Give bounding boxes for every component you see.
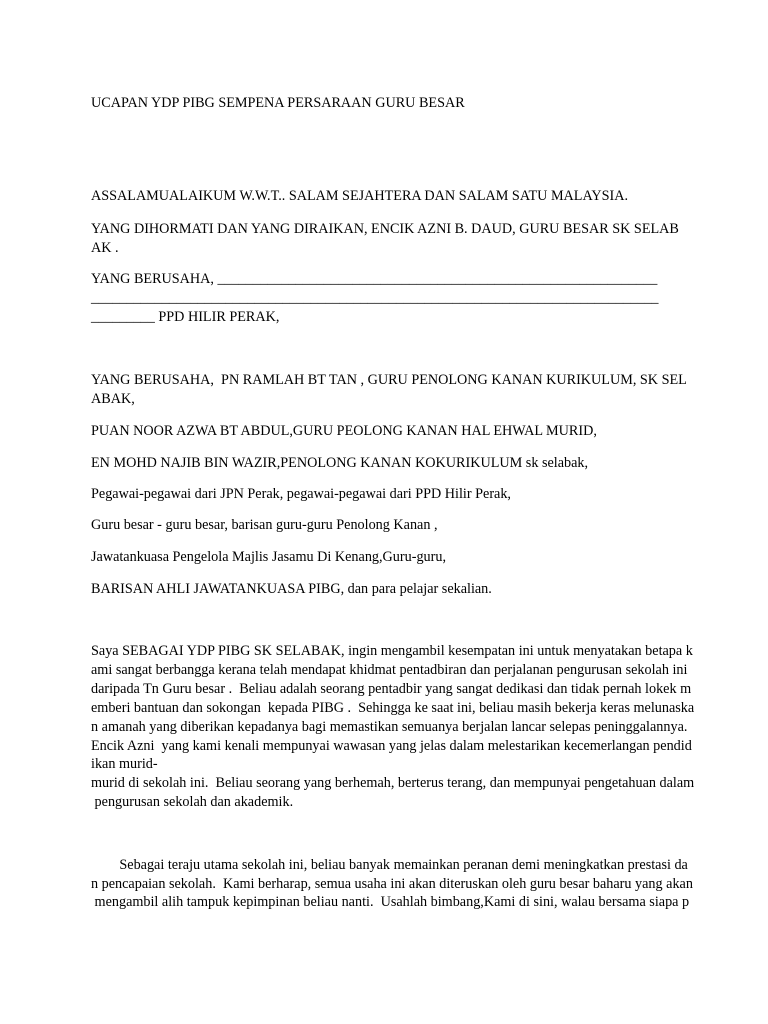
paragraph-line: Saya SEBAGAI YDP PIBG SK SELABAK, ingin mengambil kesempatan ini untuk menyatakan betapa k [91,643,693,659]
paragraph-line: Encik Azni yang kami kenali mempunyai wawasan yang jelas dalam melestarikan kecemerlangan pendid [91,738,692,754]
salutation-line: BARISAN AHLI JAWATANKUASA PIBG, dan para pelajar sekalian. [91,581,492,597]
paragraph-line: mengambil alih tampuk kepimpinan beliau nanti. Usahlah bimbang,Kami di sini, walau bersama siapa p [91,894,690,910]
paragraph-line: emberi bantuan dan sokongan kepada PIBG . Sehingga ke saat ini, beliau masih bekerja keras melunaska [91,700,695,716]
paragraph-line: n amanah yang diberikan kepadanya bagi memastikan semuanya berjalan lancar selepas peninggalannya. [91,719,688,735]
salutation-line: _________ PPD HILIR PERAK, [91,309,280,325]
paragraph-line: n pencapaian sekolah. Kami berharap, semua usaha ini akan diteruskan oleh guru besar baharu yang akan [91,876,693,892]
salutation-line: YANG DIHORMATI DAN YANG DIRAIKAN, ENCIK AZNI B. DAUD, GURU BESAR SK SELAB [91,221,679,237]
salutation-line: EN MOHD NAJIB BIN WAZIR,PENOLONG KANAN KOKURIKULUM sk selabak, [91,455,589,471]
document-title: UCAPAN YDP PIBG SEMPENA PERSARAAN GURU BESAR [91,95,465,111]
salutation-line: Jawatankuasa Pengelola Majlis Jasamu Di Kenang,Guru-guru, [91,549,446,565]
salutation-line: ABAK, [91,391,135,407]
salutation-line: ________________________________________________________________________________ [91,290,659,306]
paragraph-line: murid di sekolah ini. Beliau seorang yang berhemah, berterus terang, dan mempunyai pengetahuan dalam [91,775,695,791]
paragraph-line: daripada Tn Guru besar . Beliau adalah seorang pentadbir yang sangat dedikasi dan tidak pernah lokek m [91,681,692,697]
paragraph-line: ikan murid- [91,756,158,772]
salutation-line: AK . [91,240,119,256]
salutation-line: Pegawai-pegawai dari JPN Perak, pegawai-pegawai dari PPD Hilir Perak, [91,486,511,502]
salutation-line: YANG BERUSAHA, ______________________________________________________________ [91,271,658,287]
greeting-line: ASSALAMUALAIKUM W.W.T.. SALAM SEJAHTERA DAN SALAM SATU MALAYSIA. [91,188,629,204]
salutation-line: YANG BERUSAHA, PN RAMLAH BT TAN , GURU PENOLONG KANAN KURIKULUM, SK SEL [91,372,687,388]
paragraph-line: ami sangat berbangga kerana telah mendapat khidmat pentadbiran dan perjalanan pengurusan sekolah ini [91,662,688,678]
paragraph-line: pengurusan sekolah dan akademik. [91,794,294,810]
salutation-line: Guru besar - guru besar, barisan guru-guru Penolong Kanan , [91,517,438,533]
salutation-line: PUAN NOOR AZWA BT ABDUL,GURU PEOLONG KANAN HAL EHWAL MURID, [91,423,597,439]
paragraph-line: Sebagai teraju utama sekolah ini, beliau banyak memainkan peranan demi meningkatkan prestasi da [91,857,688,873]
